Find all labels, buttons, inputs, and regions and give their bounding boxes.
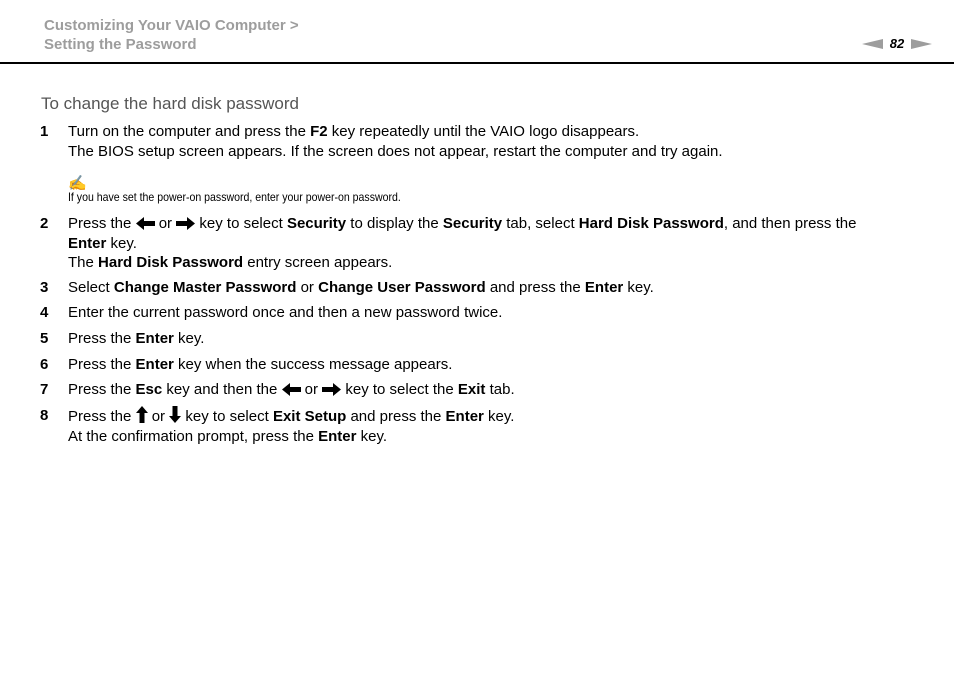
previous-page-icon[interactable] — [862, 39, 883, 49]
key-name: Enter — [135, 330, 174, 347]
breadcrumb-chapter[interactable]: Customizing Your VAIO Computer > — [44, 17, 299, 34]
text: key. — [356, 427, 388, 445]
key-name: Enter — [318, 427, 357, 445]
text: and press the — [485, 279, 585, 296]
menu-name: Security — [442, 215, 503, 232]
up-arrow-key-icon — [136, 406, 148, 423]
text: tab. — [485, 381, 515, 398]
step-text — [68, 329, 930, 349]
text: or — [154, 215, 177, 232]
next-page-icon[interactable] — [911, 39, 932, 49]
text: Press the — [68, 330, 136, 347]
text: and press the — [346, 408, 446, 425]
step-number: 4 — [40, 304, 49, 321]
step-number: 8 — [40, 407, 49, 424]
page-number: 82 — [889, 36, 905, 51]
text: entry screen appears. — [243, 254, 393, 271]
key-name: Enter — [135, 356, 174, 373]
menu-name: Exit — [457, 381, 486, 398]
key-name: Esc — [135, 381, 163, 398]
menu-name: Change User Password — [318, 279, 486, 296]
key-name: Enter — [68, 234, 107, 252]
left-arrow-key-icon — [136, 217, 155, 230]
text: key to select — [195, 215, 287, 232]
text: The — [68, 254, 99, 271]
key-name: Enter — [445, 408, 484, 425]
text: tab, select — [502, 215, 579, 232]
text: Enter the current password once and then a new password twice. — [68, 304, 503, 321]
text: Turn on the computer and press the — [68, 123, 311, 140]
page-navigation — [862, 36, 932, 51]
text: Press the — [68, 356, 136, 373]
text: Press the — [68, 215, 136, 232]
text: or — [296, 279, 319, 296]
menu-name: Change Master Password — [113, 279, 297, 296]
key-name: F2 — [310, 123, 328, 140]
text: key and then the — [162, 381, 282, 398]
text: key. — [173, 330, 205, 347]
text: Select — [68, 279, 114, 296]
text: or — [300, 381, 323, 398]
text: Press the — [68, 381, 136, 398]
text: key. — [106, 234, 137, 252]
text: or — [147, 408, 170, 425]
text: to display the — [346, 215, 443, 232]
menu-name: Exit Setup — [272, 408, 347, 425]
note-text: If you have set the power-on password, enter your power-on password. — [68, 190, 401, 204]
right-arrow-key-icon — [176, 217, 195, 230]
step-text — [68, 278, 930, 298]
step-text — [68, 122, 930, 161]
right-arrow-key-icon — [322, 383, 341, 396]
step-text — [68, 406, 930, 446]
menu-name: Security — [286, 215, 347, 232]
step-number: 3 — [40, 279, 49, 296]
pencil-note-icon: ✍ — [68, 175, 87, 192]
text: key. — [623, 279, 654, 296]
step-text — [68, 380, 930, 400]
text: key. — [483, 408, 515, 425]
step-text — [68, 214, 930, 273]
header-divider — [0, 62, 954, 64]
step-text — [68, 355, 930, 375]
text: key to select the — [341, 381, 458, 398]
breadcrumb — [44, 16, 299, 54]
section-title: To change the hard disk password — [41, 94, 299, 113]
key-name: Enter — [584, 279, 624, 296]
step-text — [68, 303, 930, 323]
text: , and then press the — [723, 215, 857, 232]
step-number: 7 — [40, 381, 49, 398]
step-number: 2 — [40, 215, 49, 232]
left-arrow-key-icon — [282, 383, 301, 396]
text: At the confirmation prompt, press the — [68, 427, 319, 445]
step-number: 5 — [40, 330, 49, 347]
text: The BIOS setup screen appears. If the screen does not appear, restart the computer and try again. — [68, 142, 723, 160]
text: Press the — [68, 408, 136, 425]
text: key when the success message appears. — [173, 356, 453, 373]
step-number: 6 — [40, 356, 49, 373]
step-number: 1 — [40, 123, 49, 140]
menu-name: Hard Disk Password — [578, 215, 724, 232]
breadcrumb-section[interactable]: Setting the Password — [44, 36, 197, 53]
text: key repeatedly until the VAIO logo disappears. — [327, 123, 640, 140]
menu-name: Hard Disk Password — [98, 254, 244, 271]
text: key to select — [181, 408, 273, 425]
down-arrow-key-icon — [169, 406, 181, 423]
